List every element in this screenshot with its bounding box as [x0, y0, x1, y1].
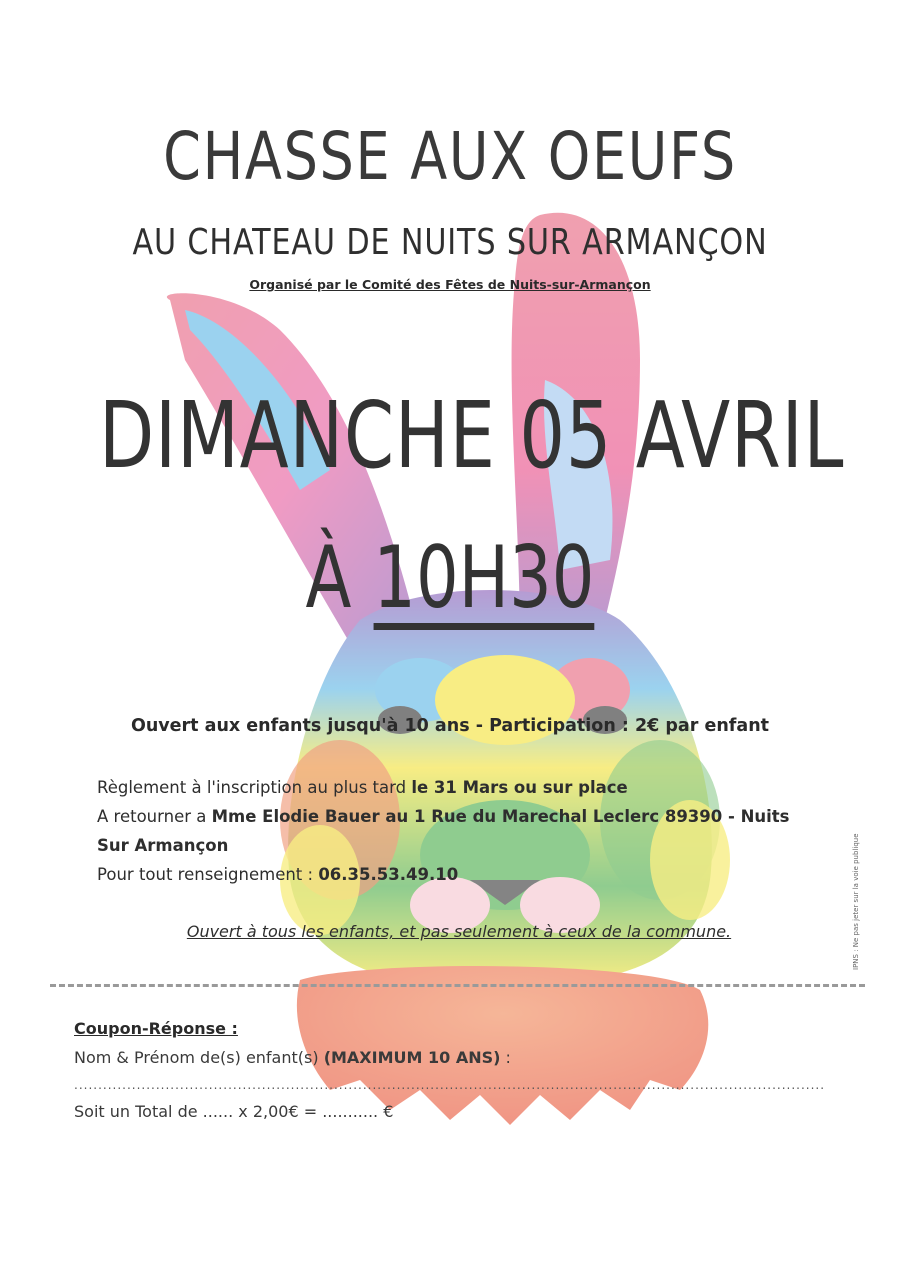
coupon-age-limit: (MAXIMUM 10 ANS) [323, 1048, 501, 1067]
organiser-line: Organisé par le Comité des Fêtes de Nuits-sur-Armançon [249, 277, 651, 292]
ipns-note: IPNS : Ne pas jeter sur la voie publique [852, 833, 860, 970]
return-text: A retourner a [97, 807, 212, 826]
page-title: CHASSE AUX OEUFS [163, 118, 737, 195]
open-to-all-note: Ouvert à tous les enfants, et pas seulement à ceux de la commune. [186, 922, 732, 941]
cut-line-divider [50, 984, 865, 987]
payment-deadline: le 31 Mars ou sur place [411, 778, 628, 797]
event-time-value: 10H30 [373, 528, 595, 628]
event-date: DIMANCHE 05 AVRIL [99, 382, 845, 489]
contact-phone: 06.35.53.49.10 [318, 865, 459, 884]
payment-line [97, 773, 817, 802]
coupon-name-label: Nom & Prénom de(s) enfant(s) [74, 1048, 324, 1067]
coupon-title: Coupon-Réponse : [74, 1019, 238, 1038]
payment-text: Règlement à l'inscription au plus tard [97, 778, 412, 797]
event-time [99, 528, 801, 630]
contact-text: Pour tout renseignement : [97, 865, 319, 884]
coupon-name-line [74, 1048, 511, 1067]
eligibility-line: Ouvert aux enfants jusqu'à 10 ans - Participation : 2€ par enfant [130, 716, 770, 736]
page-subtitle: AU CHATEAU DE NUITS SUR ARMANÇON [132, 222, 768, 263]
return-address: Mme Elodie Bauer au 1 Rue du Marechal Leclerc 89390 - Nuits Sur Armançon [97, 807, 790, 855]
coupon-name-colon: : [500, 1048, 511, 1067]
return-line [97, 802, 817, 860]
coupon-name-fill-line: ............................................................................................................................................................ [74, 1078, 826, 1092]
contact-line [97, 860, 817, 889]
coupon-total-line: Soit un Total de ...... x 2,00€ = ........... € [74, 1102, 394, 1121]
event-time-prefix: À [305, 528, 352, 628]
